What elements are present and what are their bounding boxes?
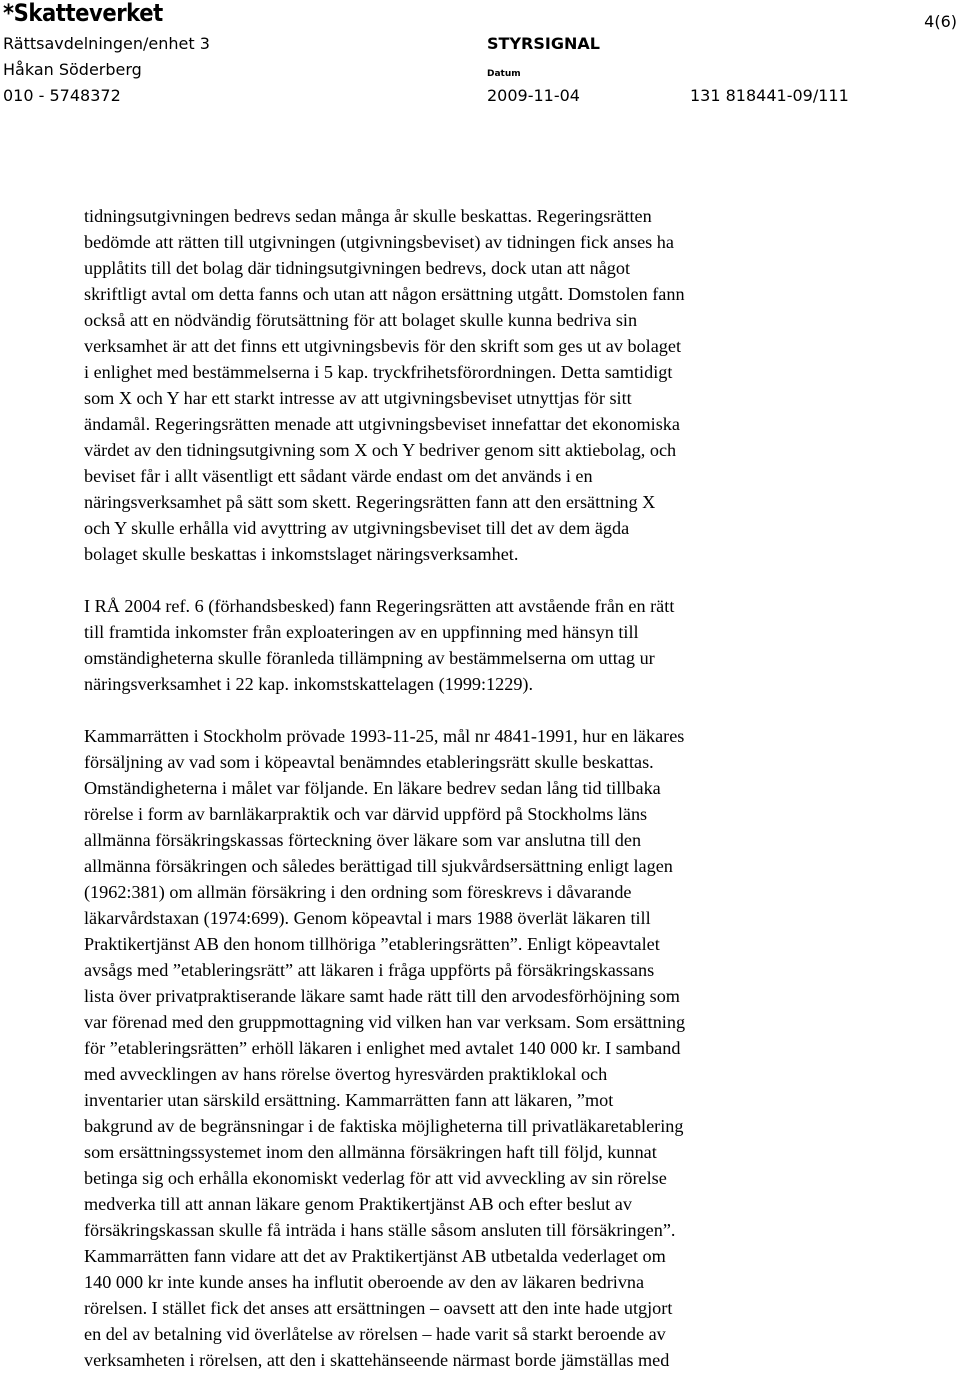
page-number: 4(6)	[924, 12, 957, 31]
skatteverket-logo: *Skatteverket	[3, 0, 163, 27]
document-body	[84, 203, 844, 1399]
document-reference: 131 818441-09/111	[690, 86, 849, 105]
paragraph-ra-2004-ref-6: I RÅ 2004 ref. 6 (förhandsbesked) fann Regeringsrätten att avstående från en rätt till framtida inkomster från exploateringen av en uppfinning med hänsyn till omständigheterna skulle föranleda tillämpning av bestämmelserna om uttag ur näringsverksamhet i 22 kap. inkomstskattelagen (1999:1229).	[84, 596, 675, 694]
author-phone: 010 - 5748372	[3, 86, 121, 105]
document-date: 2009-11-04	[487, 86, 580, 105]
paragraph-regeringsratten-utgivningsbevis: tidningsutgivningen bedrevs sedan många år skulle beskattas. Regeringsrätten bedömde att rätten till utgivningen (utgivningsbeviset) av tidningen fick anses ha upplåtits till det bolag där tidningsutgivningen bedrevs, dock utan att något skriftligt avtal om detta fanns och utan att någon ersättning utgått. Domstolen fann också att en nödvändig förutsättning för att bolaget skulle kunna bedriva sin verksamhet är att det finns ett utgivningsbevis för den skrift som ges ut av bolaget i enlighet med bestämmelserna i 5 kap. tryckfrihetsförordningen. Detta samtidigt som X och Y har ett starkt intresse av att utgivningsbeviset utnyttjas för sitt ändamål. Regeringsrätten menade att utgivningsbeviset innefattar det ekonomiska värdet av den tidningsutgivning som X och Y bedriver genom sitt aktiebolag, och beviset får i allt väsentligt ett sådant värde endast om det används i en näringsverksamhet på sätt som skett. Regeringsrätten fann att den ersättning X och Y skulle erhålla vid avyttring av utgivningsbeviset till det av dem ägda bolaget skulle beskattas i inkomstslaget näringsverksamhet.	[84, 206, 685, 564]
date-label: Datum	[487, 69, 521, 79]
department-unit: Rättsavdelningen/enhet 3	[3, 34, 210, 53]
document-header	[0, 0, 960, 120]
paragraph-kammarratten-stockholm: Kammarrätten i Stockholm prövade 1993-11-25, mål nr 4841-1991, hur en läkares försäljning av vad som i köpeavtal benämndes etableringsrätt skulle beskattas. Omständigheterna i målet var följande. En läkare bedrev sedan lång tid tillbaka rörelse i form av barnläkarpraktik och var därvid uppförd på Stockholms läns allmänna försäkringskassas förteckning över läkare som var anslutna till den allmänna försäkringen och således berättigad till sjukvårdsersättning enligt lagen (1962:381) om allmän försäkring i den ordning som föreskrevs i dåvarande läkarvårdstaxan (1974:699). Genom köpeavtal i mars 1988 överlät läkaren till Praktikertjänst AB den honom tillhöriga ”etableringsrätten”. Enligt köpeavtalet avsågs med ”etableringsrätt” att läkaren i fråga uppförts på försäkringskassans lista över privatpraktiserande läkare samt hade rätt till den arvodesförhöjning som var förenad med den gruppmottagning vid vilken han var verksam. Som ersättning för ”etableringsrätten” erhöll läkaren i enlighet med avtalet 140 000 kr. I samband med avvecklingen av hans rörelse övertog hyresvärden praktiklokal och inventarier utan särskild ersättning. Kammarrätten fann att läkaren, ”mot bakgrund av de begränsningar i de faktiska möjligheterna till privatläkaretablering som ersättningssystemet inom den allmänna försäkringen haft till följd, kunnat betinga sig och erhålla ekonomiskt vederlag för att vid avveckling av sin rörelse medverka till att annan läkare genom Praktikertjänst AB och efter beslut av försäkringskassan skulle få inträda i hans ställe såsom ansluten till försäkringen”. Kammarrätten fann vidare att det av Praktikertjänst AB utbetalda vederlaget om 140 000 kr inte kunde anses ha influtit oberoende av den av läkaren bedrivna rörelsen. I stället fick det anses att ersättningen – oavsett att den inte hade utgjort en del av betalning vid överlåtelse av rörelsen – hade varit så starkt beroende av verksamheten i rörelsen, att den i skattehänseende närmast borde jämställas med	[84, 726, 686, 1370]
document-type: STYRSIGNAL	[487, 34, 600, 53]
author-name: Håkan Söderberg	[3, 60, 142, 79]
